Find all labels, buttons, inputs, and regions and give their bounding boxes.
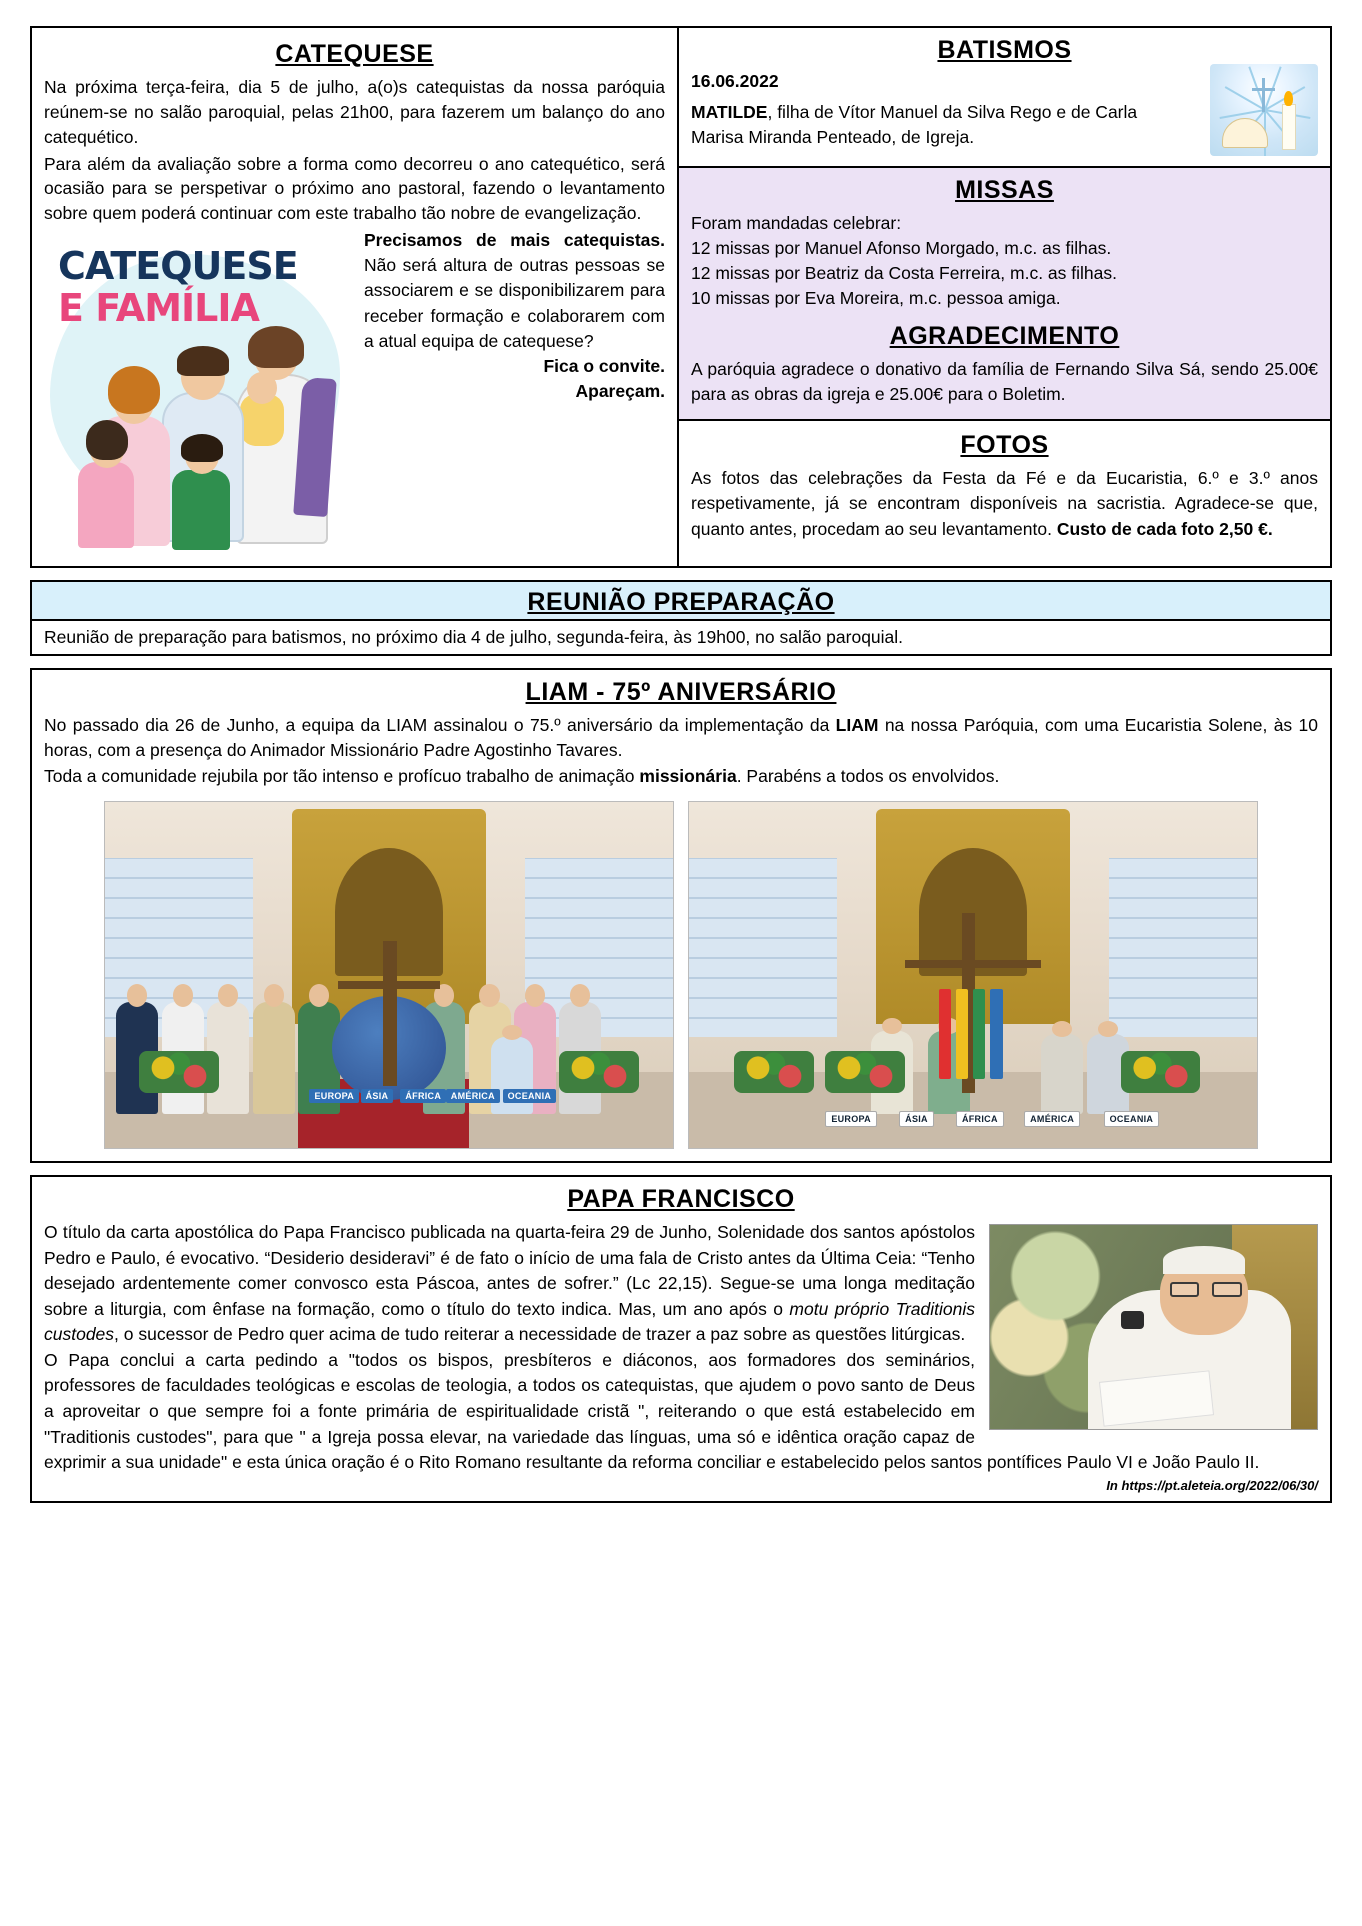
catequese-paragraph-2: Para além da avaliação sobre a forma como decorreu o ano catequético, será ocasião para se perspetivar o próximo ano pastoral, fazendo o levantamento sobre quem poderá continuar com este trabalho tão nobre de evangelização.: [44, 153, 665, 224]
baptism-candle-shell-icon: [1210, 64, 1318, 156]
papa-p1-b: , o sucessor de Pedro quer acima de tudo reiterar a necessidade de trazer a paz sobre as questões litúrgicas.: [114, 1324, 966, 1345]
continent-tag-europa: EUROPA: [825, 1111, 877, 1127]
missas-section: [679, 168, 1330, 421]
reuniao-title: REUNIÃO PREPARAÇÃO: [527, 588, 835, 617]
fotos-price: Custo de cada foto 2,50 €.: [1056, 518, 1273, 539]
papa-p1-italic: motu próprio Traditionis custodes: [44, 1298, 975, 1345]
missas-item-2: 10 missas por Eva Moreira, m.c. pessoa amiga.: [691, 287, 1061, 308]
papa-source: In https://pt.aleteia.org/2022/06/30/: [1106, 1477, 1318, 1493]
pope-photo: [989, 1224, 1318, 1430]
illustration-text-line1: CATEQUESE: [58, 244, 298, 289]
liam-p2-b: . Parabéns a todos os envolvidos.: [736, 765, 1000, 786]
catequese-closing-1: Fica o convite.: [543, 356, 665, 376]
batismos-child-name: MATILDE: [691, 102, 768, 122]
continent-tag-africa: ÁFRICA: [400, 1089, 446, 1103]
catequese-call-text: Não será altura de outras pessoas se associarem e se disponibilizarem para receber formação e colaborarem com a atual equipa de catequese?: [364, 255, 665, 351]
liam-photos: [44, 801, 1318, 1149]
continent-tag-asia: ÁSIA: [899, 1111, 934, 1127]
fotos-section: [679, 421, 1330, 550]
liam-paragraph-2: [44, 764, 1318, 789]
batismos-entry: [691, 100, 1161, 151]
papa-p1-a: O título da carta apostólica do Papa Francisco publicada na quarta-feira 29 de Junho, Solenidade dos santos apóstolos Pedro e Paulo, é evocativo. “Desiderio desideravi” é de fato o início de uma fala de Cristo antes da Última Ceia: “Tenho desejado ardentemente comer convosco esta Páscoa, antes de sofrer.” (Lc 22,15). Segue-se uma longa meditação sobre a liturgia, com ênfase na formação, como o título do texto indica. Mas, um ano após o: [44, 1222, 975, 1319]
continent-tag-america: AMÉRICA: [1024, 1111, 1080, 1127]
batismos-date: 16.06.2022: [691, 71, 779, 91]
catequese-paragraph-1: Na próxima terça-feira, dia 5 de julho, a(o)s catequistas da nossa paróquia reúnem-se no salão paroquial, pelas 21h00, para fazerem um balanço do ano catequético.: [44, 77, 665, 147]
liam-p2-a: Toda a comunidade rejubila por tão intenso e profícuo trabalho de animação: [44, 765, 640, 786]
fotos-text: As fotos das celebrações da Festa da Fé e da Eucaristia, 6.º e 3.º anos respetivamente, já se encontram disponíveis na sacristia. Agradece-se que, quanto antes, procedam ao seu levantamento.: [691, 468, 1318, 539]
liam-title: LIAM - 75º ANIVERSÁRIO: [525, 678, 837, 707]
missas-item-0: 12 missas por Manuel Afonso Morgado, m.c. as filhas.: [691, 237, 1112, 258]
missas-title: MISSAS: [955, 176, 1054, 204]
agradecimento-title: AGRADECIMENTO: [889, 322, 1120, 351]
liam-p1-bold: LIAM: [835, 715, 879, 736]
continent-tag-oceania: OCEANIA: [1104, 1111, 1160, 1127]
papa-francisco-section: [30, 1175, 1332, 1502]
continent-tag-africa: ÁFRICA: [956, 1111, 1004, 1127]
catequese-closing-2: Apareçam.: [575, 381, 665, 402]
liam-section: [30, 668, 1332, 1163]
reuniao-section: [30, 580, 1332, 656]
continent-tag-oceania: OCEANIA: [503, 1089, 557, 1103]
liam-p1-b: na nossa Paróquia, com uma Eucaristia Solene, às 10 horas, com a presença do Animador Missionário Padre Agostinho Tavares.: [44, 715, 1319, 761]
reuniao-text: Reunião de preparação para batismos, no próximo dia 4 de julho, segunda-feira, às 19h00, no salão paroquial.: [32, 619, 1330, 654]
missas-item-1: 12 missas por Beatriz da Costa Ferreira, m.c. as filhas.: [691, 262, 1117, 283]
catequese-title: CATEQUESE: [275, 40, 434, 68]
batismos-parents: , filha de Vítor Manuel da Silva Rego e de Carla Marisa Miranda Penteado, de Igreja.: [691, 102, 1138, 148]
fotos-text-block: [691, 466, 1318, 542]
agradecimento-section: [691, 322, 1318, 407]
illustration-text-line2: E FAMÍLIA: [58, 286, 259, 331]
batismos-section: [679, 28, 1330, 168]
liam-photo-group: [104, 801, 674, 1149]
catequese-call-bold: Precisamos de mais catequistas.: [364, 230, 665, 251]
continent-tag-europa: EUROPA: [309, 1089, 359, 1103]
missas-intro: Foram mandadas celebrar:: [691, 213, 902, 233]
liam-p1-a: No passado dia 26 de Junho, a equipa da LIAM assinalou o 75.º aniversário da implementação da: [44, 715, 836, 736]
catequese-section: [30, 26, 679, 568]
batismos-title: BATISMOS: [937, 36, 1072, 64]
fotos-title: FOTOS: [960, 431, 1049, 460]
continent-tag-america: AMÉRICA: [446, 1089, 500, 1103]
catequese-illustration: [44, 234, 350, 556]
liam-p2-bold: missionária: [639, 765, 737, 786]
agradecimento-text: A paróquia agradece o donativo da família de Fernando Silva Sá, sendo 25.00€ para as obras da igreja e 25.00€ para o Boletim.: [691, 359, 1318, 405]
top-sections: [30, 26, 1332, 568]
papa-title: PAPA FRANCISCO: [567, 1185, 795, 1214]
right-column: [679, 26, 1332, 568]
papa-paragraph-2: O Papa conclui a carta pedindo a "todos os bispos, presbíteros e diáconos, aos formadores dos seminários, professores de faculdades teológicas e escolas de teologia, a todos os catequistas, que ajudem o povo santo de Deus a aproveitar o que sempre foi a fonte primária de espiritualidade cristã ", reiterando o que está estabelecido em "Traditionis custodes", para que " a Igreja possa elevar, na variedade das línguas, uma só e idêntica oração capaz de exprimir a sua unidade" e esta única oração é o Rito Romano resultante da reforma conciliar e estabelecido pelos santos pontífices Paulo VI e João Paulo II.: [44, 1349, 1260, 1473]
liam-photo-altar: [688, 801, 1258, 1149]
liam-paragraph-1: [44, 713, 1318, 764]
continent-tag-asia: ÁSIA: [361, 1089, 394, 1103]
